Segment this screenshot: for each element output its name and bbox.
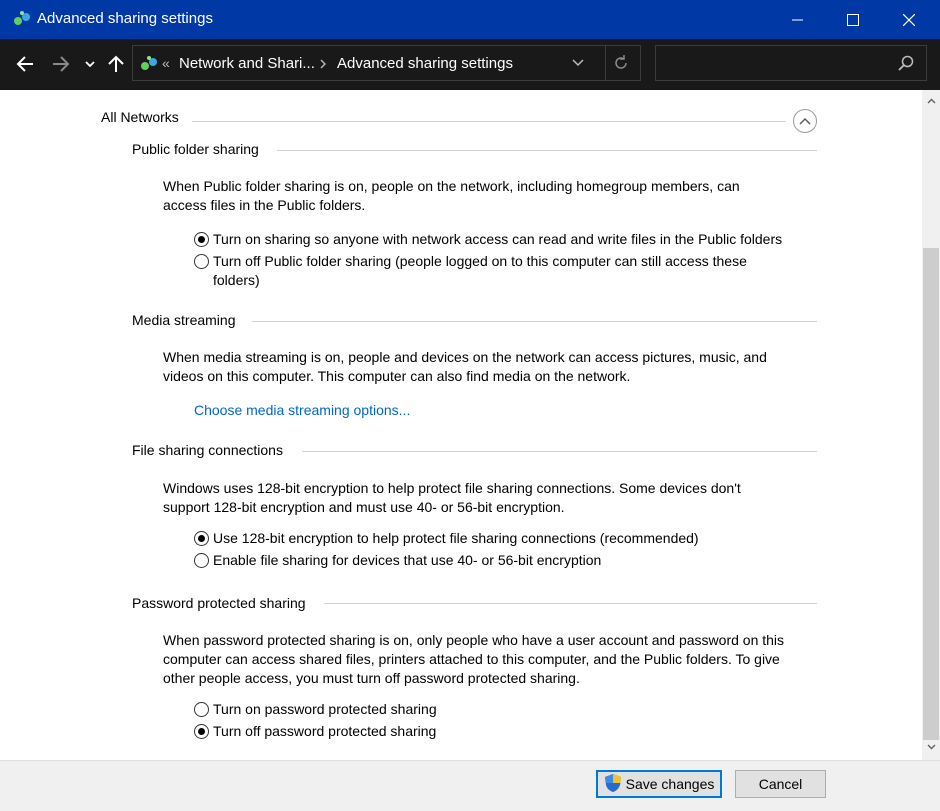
- breadcrumb-overflow[interactable]: «: [162, 55, 170, 71]
- window-title: Advanced sharing settings: [37, 10, 213, 27]
- dialog-button-bar: [0, 760, 940, 811]
- media-streaming-options-link[interactable]: Choose media streaming options...: [194, 402, 411, 418]
- radio-password-on[interactable]: Turn on password protected sharing: [194, 700, 437, 719]
- radio-128bit-encryption[interactable]: Use 128-bit encryption to help protect file sharing connections (recommended): [194, 529, 699, 548]
- radio-button[interactable]: [194, 724, 209, 739]
- network-sharing-icon: [12, 10, 32, 28]
- search-input[interactable]: [662, 52, 882, 74]
- address-box[interactable]: [132, 45, 641, 81]
- radio-button[interactable]: [194, 254, 209, 269]
- media-streaming-description: When media streaming is on, people and devices on the network can access pictures, music, and videos on this computer. This computer can also find media on the network.: [163, 349, 767, 384]
- section-divider: [192, 121, 786, 122]
- address-dropdown-chevron-icon[interactable]: [571, 56, 585, 73]
- breadcrumb-advanced-sharing[interactable]: Advanced sharing settings: [337, 55, 513, 72]
- up-button[interactable]: [102, 49, 130, 79]
- radio-password-off[interactable]: Turn off password protected sharing: [194, 722, 436, 741]
- maximize-button[interactable]: [830, 0, 876, 39]
- file-sharing-description: Windows uses 128-bit encryption to help protect file sharing connections. Some devices don't support 128-bit encryption and must use 40- or 56-bit encryption.: [163, 480, 741, 515]
- radio-button[interactable]: [194, 702, 209, 717]
- group-title-media-streaming: Media streaming: [132, 312, 236, 328]
- radio-public-folder-on[interactable]: Turn on sharing so anyone with network access can read and write files in the Public folders: [194, 230, 782, 249]
- group-divider: [277, 150, 817, 151]
- refresh-icon[interactable]: [612, 54, 630, 75]
- group-title-public-folder: Public folder sharing: [132, 141, 259, 157]
- network-location-icon: [139, 55, 159, 76]
- password-description: When password protected sharing is on, only people who have a user account and password on this computer can access shared files, printers attached to this computer, and the Public folders. To give other people access, you must turn off password protected sharing.: [163, 632, 785, 686]
- uac-shield-icon: [604, 773, 622, 796]
- scroll-up-arrow-icon[interactable]: [922, 92, 940, 110]
- vertical-scrollbar[interactable]: [922, 90, 940, 760]
- radio-40-56bit-encryption[interactable]: Enable file sharing for devices that use 40- or 56-bit encryption: [194, 551, 601, 570]
- group-divider: [324, 603, 817, 604]
- forward-button[interactable]: [47, 49, 75, 79]
- radio-public-folder-off[interactable]: Turn off Public folder sharing (people logged on to this computer can still access these folders): [194, 252, 747, 290]
- group-divider: [252, 321, 817, 322]
- radio-button[interactable]: [194, 232, 209, 247]
- close-button[interactable]: [886, 0, 932, 39]
- group-title-password: Password protected sharing: [132, 595, 306, 611]
- title-bar: [0, 0, 940, 39]
- back-button[interactable]: [11, 49, 39, 79]
- scroll-thumb[interactable]: [923, 248, 939, 740]
- recent-locations-chevron-icon[interactable]: [77, 49, 103, 79]
- search-icon[interactable]: [898, 55, 914, 74]
- chevron-up-icon: [799, 117, 811, 125]
- radio-button[interactable]: [194, 531, 209, 546]
- radio-button[interactable]: [194, 553, 209, 568]
- breadcrumb-network-and-sharing[interactable]: Network and Shari...: [179, 55, 315, 72]
- section-title-all-networks: All Networks: [101, 109, 179, 125]
- settings-content: [0, 90, 922, 760]
- group-divider: [302, 451, 817, 452]
- search-box[interactable]: [655, 45, 927, 81]
- public-folder-description: When Public folder sharing is on, people on the network, including homegroup members, can access files in the Public folders.: [163, 178, 740, 213]
- minimize-button[interactable]: [775, 0, 821, 39]
- collapse-section-button[interactable]: [793, 109, 817, 133]
- address-divider: [605, 46, 606, 80]
- address-toolbar: [0, 39, 940, 90]
- group-title-file-sharing: File sharing connections: [132, 442, 283, 458]
- cancel-button[interactable]: Cancel: [735, 770, 826, 798]
- scroll-down-arrow-icon[interactable]: [922, 738, 940, 756]
- breadcrumb-chevron-icon[interactable]: [319, 55, 327, 73]
- save-changes-button[interactable]: Save changes: [596, 770, 722, 798]
